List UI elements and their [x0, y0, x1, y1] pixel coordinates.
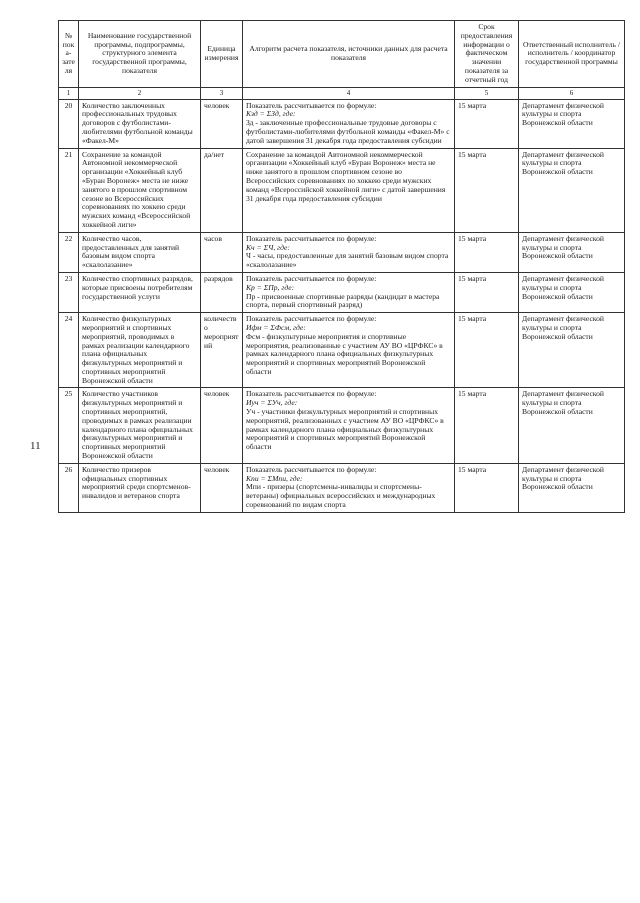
indicator-deadline: 15 марта — [455, 313, 519, 388]
algorithm-line: Показатель рассчитывается по формуле: — [246, 100, 377, 110]
algorithm-line: Кч = ΣЧ, где: — [246, 242, 290, 252]
indicator-responsible: Департамент физической культуры и спорта Воронежской области — [519, 99, 625, 148]
indicator-name: Количество физкультурных мероприятий и спортивных мероприятий, проводимых в рамках реализации календарного плана официальных физкультурных мероприятий и спортивных мероприятий Воронежской области — [79, 313, 201, 388]
document-sheet — [58, 20, 624, 882]
indicator-responsible: Департамент физической культуры и спорта Воронежской области — [519, 463, 625, 512]
indicator-deadline: 15 марта — [455, 272, 519, 312]
header-responsible: Ответственный исполнитель / исполнитель / координатор государственной программы — [519, 21, 625, 88]
header-algorithm: Алгоритм расчета показателя, источники данных для расчета показателя — [243, 21, 455, 88]
table-row — [59, 388, 625, 463]
algorithm-line: Кзд = ΣЗд, где: — [246, 109, 296, 119]
indicator-deadline: 15 марта — [455, 232, 519, 272]
table-row — [59, 148, 625, 232]
header-number: № пока-зателя — [59, 21, 79, 88]
table-row — [59, 313, 625, 388]
page-number: 11 — [30, 440, 41, 452]
column-number: 4 — [243, 87, 455, 99]
algorithm-line: Показатель рассчитывается по формуле: — [246, 389, 377, 399]
column-number: 2 — [79, 87, 201, 99]
indicator-deadline: 15 марта — [455, 388, 519, 463]
algorithm-line: Зд - заключенные профессиональные трудовые договоры с футболистами-любителями футбольной команды «Факел-М» с датой завершения 31 декабря года предоставления субсидии — [246, 118, 450, 145]
indicator-deadline: 15 марта — [455, 148, 519, 232]
indicator-unit: да/нет — [201, 148, 243, 232]
table-row — [59, 232, 625, 272]
indicator-responsible: Департамент физической культуры и спорта Воронежской области — [519, 232, 625, 272]
indicator-algorithm — [243, 99, 455, 148]
algorithm-line: Показатель рассчитывается по формуле: — [246, 233, 377, 243]
header-row — [59, 21, 625, 88]
algorithm-line: Показатель рассчитывается по формуле: — [246, 273, 377, 283]
header-unit: Единица измерения — [201, 21, 243, 88]
algorithm-line: Фсм - физкультурные мероприятия и спортивные мероприятия, реализованные с участием АУ ВО «ЦРФКС» в рамках календарного плана официальных физкультурных мероприятий и спортивных мероприятий Воронежской области — [246, 331, 443, 376]
indicator-unit: человек — [201, 463, 243, 512]
indicator-unit: количество мероприятий — [201, 313, 243, 388]
table-row — [59, 272, 625, 312]
indicator-responsible: Департамент физической культуры и спорта Воронежской области — [519, 388, 625, 463]
indicator-algorithm — [243, 388, 455, 463]
algorithm-line: Показатель рассчитывается по формуле: — [246, 314, 377, 324]
algorithm-line: Показатель рассчитывается по формуле: — [246, 464, 377, 474]
header-name: Наименование государственной программы, подпрограммы, структурного элемента государственной программы, показателя — [79, 21, 201, 88]
algorithm-line: Сохранение за командой Автономной некоммерческой организации «Хоккейный клуб «Буран Воронеж» места не ниже занятого в прошлом спортивном сезоне во Всероссийских соревнованиях по хоккею среди мужских команд «Всероссийской хоккейной лиги» с датой завершения 31 декабря года предоставления субсидии — [246, 149, 446, 203]
indicator-deadline: 15 марта — [455, 99, 519, 148]
indicators-table — [58, 20, 625, 513]
algorithm-line: Кпи = ΣМпи, где: — [246, 473, 303, 483]
algorithm-line: Ч - часы, предоставленные для занятий базовым видом спорта «скалолазание» — [246, 251, 449, 270]
indicator-unit: часов — [201, 232, 243, 272]
indicator-algorithm — [243, 272, 455, 312]
indicator-algorithm — [243, 313, 455, 388]
indicator-number: 20 — [59, 99, 79, 148]
algorithm-line: Мпи - призеры (спортсмены-инвалиды и спортсмены-ветераны) официальных всероссийских и международных соревнований по видам спорта — [246, 482, 436, 510]
indicator-name: Количество часов, предоставленных для занятий базовым видом спорта «скалолазание» — [79, 232, 201, 272]
indicator-algorithm — [243, 232, 455, 272]
indicator-name: Количество призеров официальных спортивных мероприятий среди спортсменов-инвалидов и ветеранов спорта — [79, 463, 201, 512]
indicator-name: Количество спортивных разрядов, которые присвоены потребителям государственной услуги — [79, 272, 201, 312]
indicator-number: 21 — [59, 148, 79, 232]
algorithm-line: Уч - участники физкультурных мероприятий и спортивных мероприятий, реализованных с участием АУ ВО «ЦРФКС» в рамках календарного плана официальных физкультурных мероприятий и спортивных мероприятий Воронежской области — [246, 407, 444, 452]
algorithm-line: Пр - присвоенные спортивные разряды (кандидат в мастера спорта, первый спортивный разряд) — [246, 291, 440, 310]
column-number-row — [59, 87, 625, 99]
algorithm-line: Кр = ΣПр, где: — [246, 282, 295, 292]
column-number: 3 — [201, 87, 243, 99]
indicator-name: Количество заключенных профессиональных трудовых договоров с футболистами-любителями футбольной команды «Факел-М» — [79, 99, 201, 148]
indicator-number: 22 — [59, 232, 79, 272]
column-number: 5 — [455, 87, 519, 99]
indicator-number: 23 — [59, 272, 79, 312]
indicator-responsible: Департамент физической культуры и спорта Воронежской области — [519, 272, 625, 312]
indicator-algorithm — [243, 148, 455, 232]
indicator-name: Сохранение за командой Автономной некоммерческой организации «Хоккейный клуб «Буран Воронеж» места не ниже занятого в прошлом спортивном сезоне во Всероссийских соревнованиях по хоккею среди мужских команд «Всероссийской хоккейной лиги» — [79, 148, 201, 232]
indicator-number: 25 — [59, 388, 79, 463]
indicator-number: 24 — [59, 313, 79, 388]
indicator-responsible: Департамент физической культуры и спорта Воронежской области — [519, 313, 625, 388]
table-row — [59, 463, 625, 512]
indicator-deadline: 15 марта — [455, 463, 519, 512]
indicator-algorithm — [243, 463, 455, 512]
indicator-unit: человек — [201, 388, 243, 463]
table-row — [59, 99, 625, 148]
indicator-number: 26 — [59, 463, 79, 512]
indicator-unit: человек — [201, 99, 243, 148]
indicator-responsible: Департамент физической культуры и спорта Воронежской области — [519, 148, 625, 232]
indicator-name: Количество участников физкультурных мероприятий и спортивных мероприятий, проводимых в рамках реализации календарного плана официальных физкультурных мероприятий и спортивных мероприятий Воронежской области — [79, 388, 201, 463]
column-number: 1 — [59, 87, 79, 99]
column-number: 6 — [519, 87, 625, 99]
indicator-unit: разрядов — [201, 272, 243, 312]
algorithm-line: Ифм = ΣФсм, где: — [246, 322, 306, 332]
algorithm-line: Иуч = ΣУч, где: — [246, 398, 298, 408]
header-deadline: Срок предоставления информации о фактическом значении показателя за отчетный год — [455, 21, 519, 88]
